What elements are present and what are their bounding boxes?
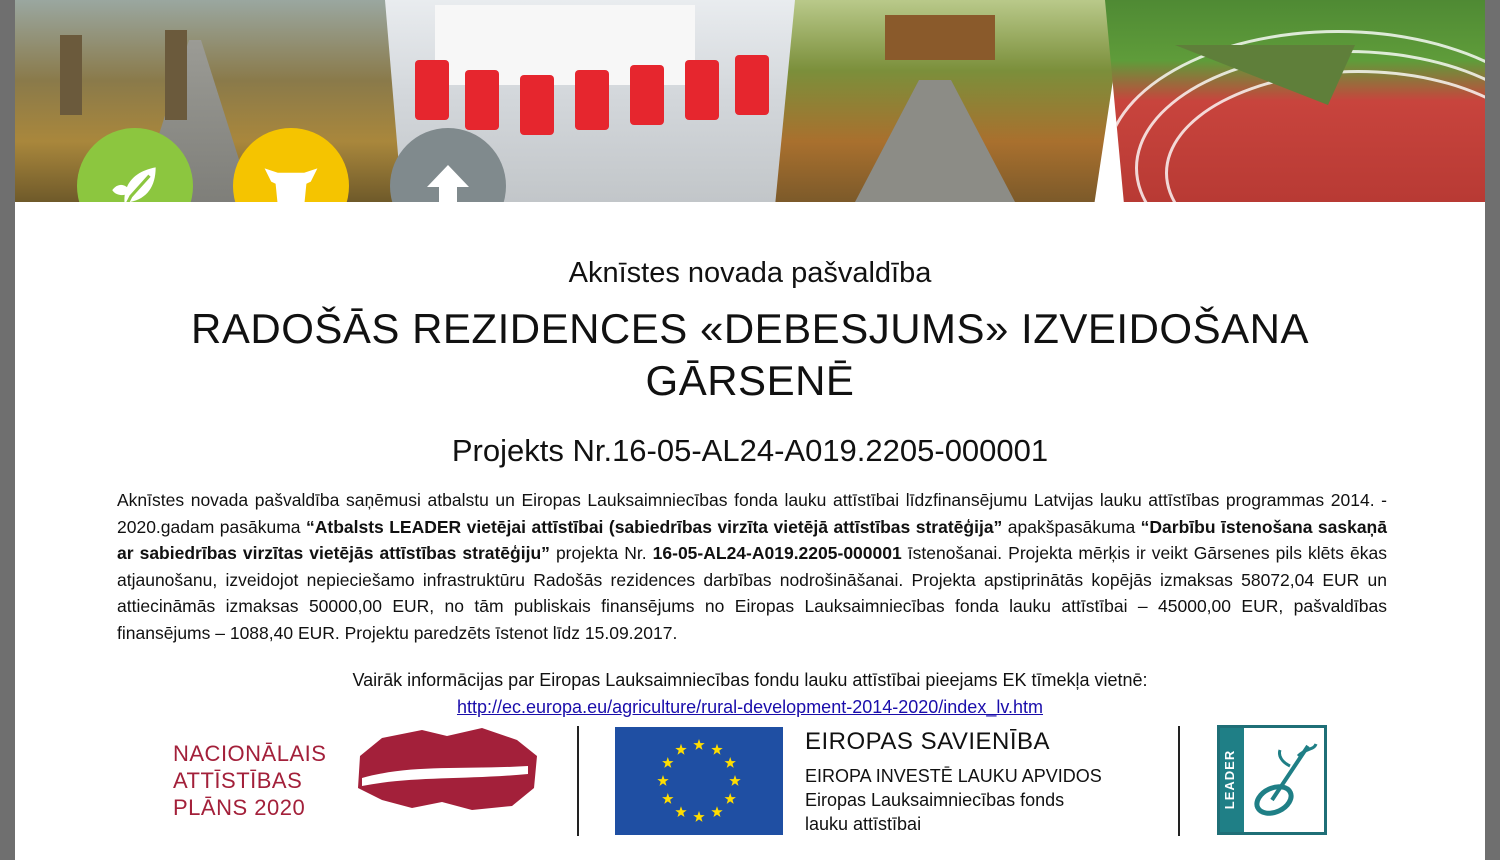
leader-text: LEADER <box>1222 749 1238 810</box>
red-chair <box>575 70 609 130</box>
nap2020-logo-text <box>173 740 326 821</box>
leader-plant-icon <box>1248 736 1322 826</box>
organization-name: Aknīstes novada pašvaldība <box>568 257 932 289</box>
park-path-photo <box>745 0 1125 202</box>
stadium-track-photo <box>1065 0 1485 202</box>
eu-line: lauku attīstībai <box>805 814 922 834</box>
nap-line: NACIONĀLAIS <box>173 741 327 766</box>
logo-divider <box>577 726 579 836</box>
red-chair <box>630 65 664 125</box>
project-title-line2: GĀRSENĒ <box>645 357 855 404</box>
red-chair <box>465 70 499 130</box>
document-page <box>15 0 1485 860</box>
more-info-text: Vairāk informācijas par Eiropas Lauksaimniecības fondu lauku attīstībai pieejams EK tīmekļa vietnē: <box>352 670 1148 690</box>
description-text: apakšpasākuma <box>1002 516 1141 537</box>
eu-fund-text <box>805 764 1102 836</box>
eu-line: EIROPA INVESTĒ LAUKU APVIDOS <box>805 766 1102 786</box>
description-text: īstenošanai. Projekta mērķis ir veikt Gārsenes pils klēts ēkas atjaunošanu, izveidojot nepieciešamo infrastruktūru Radošās rezidences darbības nodrošināšanai. Projekta apstiprinātās kopējās izmaksas 58072,04 EUR un attiecināmās izmaksas 50000,00 EUR, no tām publiskais finansējums no Eiropas Lauksaimniecības fonda lauku attīstībai – 45000,00 EUR, pašvaldības finansējums – 1088,40 EUR. Projektu paredzēts īstenot līdz 15.09.2017. <box>117 543 1387 643</box>
leader-bar <box>1220 728 1244 832</box>
description-text: projekta Nr. <box>549 543 653 563</box>
red-chair <box>520 75 554 135</box>
ec-website-link[interactable]: http://ec.europa.eu/agriculture/rural-development-2014-2020/index_lv.htm <box>456 697 1043 717</box>
red-chair <box>685 60 719 120</box>
stage-pavilion <box>885 15 995 60</box>
red-chair <box>735 55 769 115</box>
eu-title: EIROPAS SAVIENĪBA <box>805 728 1051 755</box>
project-number: Projekts Nr.16-05-AL24-A019.2205-000001 <box>451 433 1049 468</box>
photo-banner <box>15 0 1485 202</box>
leader-logo <box>1217 725 1327 835</box>
project-title <box>15 303 1485 407</box>
red-chair <box>415 60 449 120</box>
submeasure-name: “Darbību īstenošana saskaņā ar sabiedrības virzītas vietējās attīstības stratēģiju” <box>117 516 1387 563</box>
cow-icon <box>258 153 324 202</box>
leaf-icon <box>104 155 166 202</box>
up-arrow-icon <box>423 161 473 202</box>
nap-line: ATTĪSTĪBAS <box>173 768 303 793</box>
paved-path <box>855 80 1015 202</box>
project-id: 16-05-AL24-A019.2205-000001 <box>652 543 902 563</box>
eu-flag-logo <box>615 727 783 835</box>
nap-line: PLĀNS 2020 <box>173 795 306 820</box>
wooden-post <box>60 35 82 115</box>
logo-divider <box>1178 726 1180 836</box>
measure-name: “Atbalsts LEADER vietējai attīstībai (sabiedrības virzīta vietējā attīstības stratēģija” <box>305 516 1003 537</box>
description-text: Aknīstes novada pašvaldība saņēmusi atbalstu un Eiropas Lauksaimniecības fonda lauku attīstībai līdzfinansējumu Latvijas lauku attīstības programmas 2014. - 2020.gadam pasākuma <box>117 490 1387 537</box>
project-description <box>117 487 1387 646</box>
eu-line: Eiropas Lauksaimniecības fonds <box>805 790 1065 810</box>
latvia-map-logo <box>352 726 542 812</box>
wooden-post <box>165 30 187 120</box>
project-title-line1: RADOŠĀS REZIDENCES «DEBESJUMS» IZVEIDOŠANA <box>191 305 1309 352</box>
